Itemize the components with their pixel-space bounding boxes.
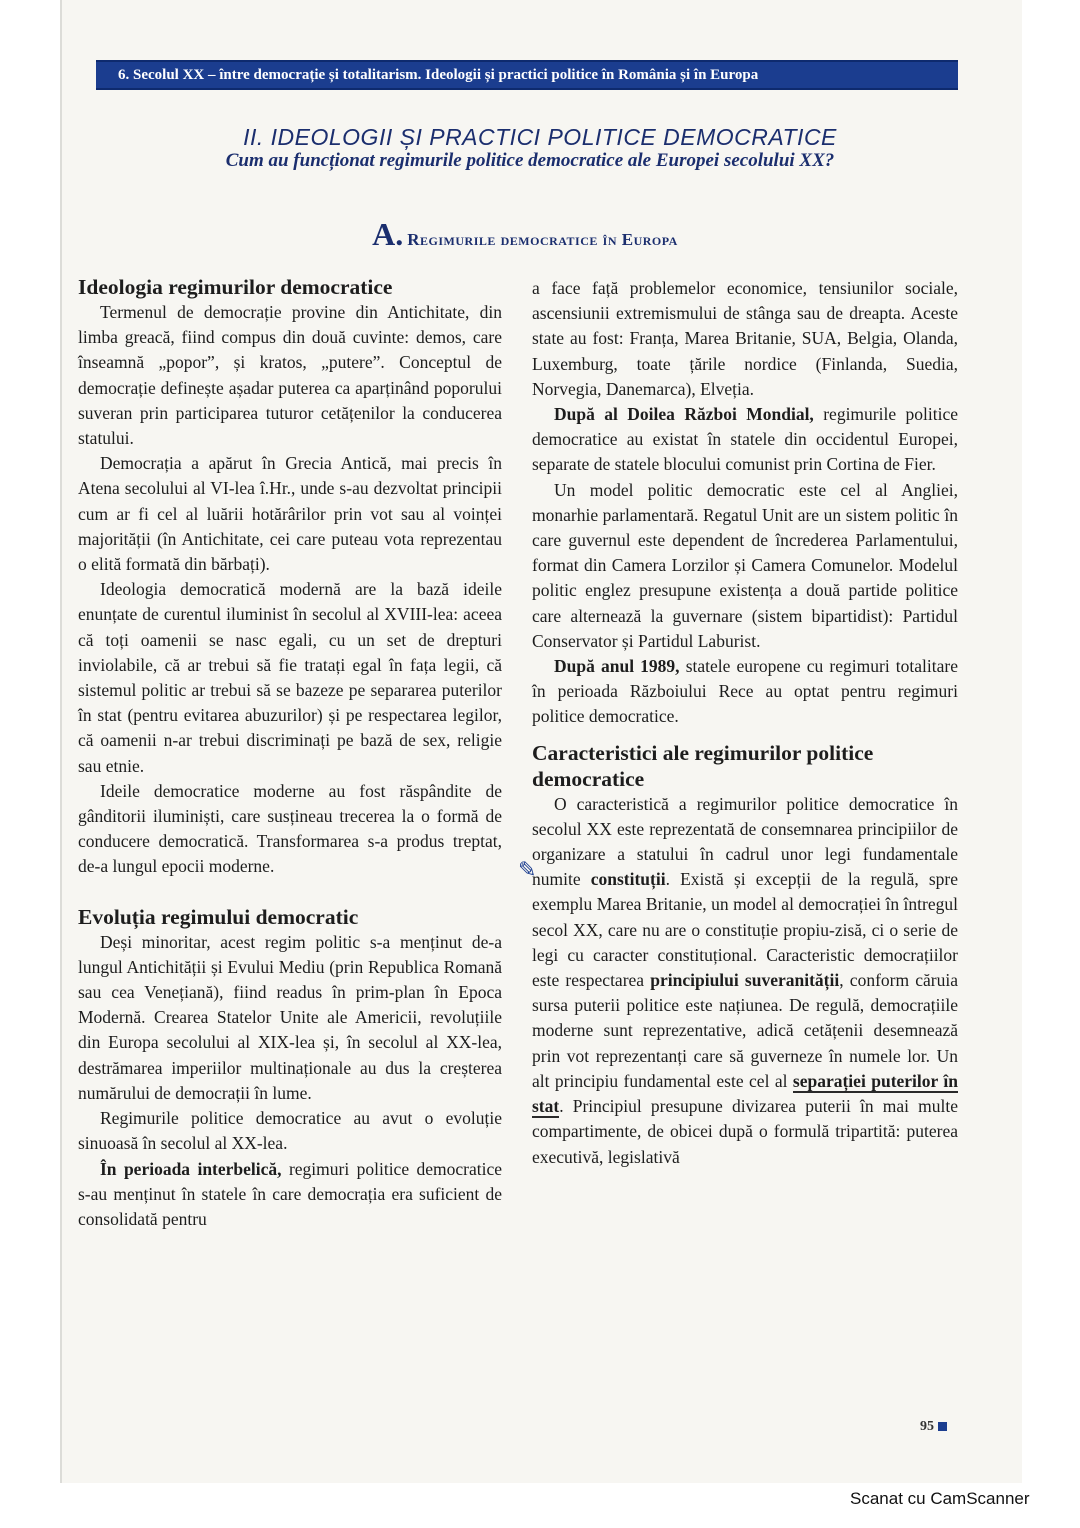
chapter-header-text: 6. Secolul XX – între democrație și totalitarism. Ideologii și practici politice în România și în Europa xyxy=(118,66,759,83)
heading-ideology: Ideologia regimurilor democratice xyxy=(78,275,393,299)
page-number xyxy=(920,1419,947,1435)
bold-phrase: După anul 1989, xyxy=(554,656,680,677)
paragraph: Regimurile politice democratice au avut o evoluție sinuoasă în secolul al XX-lea. xyxy=(78,1108,502,1154)
text-run: O caracteristică a regimurilor politice democratice în secolul XX este reprezentată de consemnarea principiilor de organizare a statului în cadrul unor legi fundamentale numite xyxy=(532,793,958,890)
paragraph: a face față problemelor economice, tensiunilor sociale, ascensiunii extremismului de stânga sau de dreapta. Aceste state au fost: Franța, Marea Britanie, SUA, Belgia, Olanda, Luxemburg, toate țările nordice (Finlanda, Suedia, Norvegia, Danemarca), Elveția. xyxy=(532,278,958,399)
paragraph: Deși minoritar, acest regim politic s-a menținut de-a lungul Antichității și Evului Mediu (prin Republica Romană sau cea Venețiană), fiind readus în prim-plan în Epoca Modernă. Crearea Statelor Unite ale Americii, revoluțiile din Europa secolului al XIX-lea și, în secolul al XX-lea, destrămarea imperiilor multinaționale au dus la creșterea numărului de democrații în lume. xyxy=(78,931,502,1103)
heading-evolution: Evoluția regimului democratic xyxy=(78,904,359,929)
page-number-text: 95 xyxy=(920,1419,934,1434)
paragraph xyxy=(532,792,958,1170)
spacer xyxy=(78,880,502,904)
bold-phrase: După al Doilea Război Mondial, xyxy=(554,404,814,425)
section-title: II. IDEOLOGII ȘI PRACTICI POLITICE DEMOCRATICE xyxy=(243,124,837,150)
paragraph: Un model politic democratic este cel al Angliei, monarhie parlamentară. Regatul Unit are un sistem politic în care guvernul este dependent de încrederea Parlamentului, format din Camera Lorzilor și Camera Comunelor. Modelul politic englez presupune existența a două partide politice care alternează la guvernare (sistem bipartidist): Partidul Conservator și Partidul Laburist. xyxy=(532,479,958,651)
paragraph xyxy=(532,402,958,478)
text-run: , conform căruia sursa puterii politice este națiunea. De regulă, democrațiile moderne sunt reprezentative, adică cetățenii desemnează prin vot reprezentanți care să guverneze în numele lor. Un alt principiu fundamental este cel al xyxy=(532,970,959,1091)
subsection-letter: A. xyxy=(372,216,404,252)
paragraph: Democrația a apărut în Grecia Antică, mai precis în Atena secolului al VI-lea î.Hr., unde s-au dezvoltat principii cum ar fi cel al luării hotărârilor prin vot sau al voinței majorității (în Antichitate, cei care puteau vota reprezentau o elită formată din bărbați). xyxy=(78,453,502,575)
bold-term-suveranitate: principiului suveranității xyxy=(650,970,840,991)
chapter-header-bar xyxy=(96,60,958,90)
paragraph xyxy=(532,654,958,730)
right-column xyxy=(532,276,958,1170)
subsection-heading xyxy=(0,216,1050,253)
bold-term-constitutii: constituții xyxy=(590,869,666,890)
text-run: regimuri politice democratice s-au menținut în statele în care democrația era suficient de consolidată pentru xyxy=(78,1158,502,1229)
section-subtitle: Cum au funcționat regimurile politice democratice ale Europei secolului XX? xyxy=(225,150,835,171)
paragraph: Termenul de democrație provine din Antichitate, din limba greacă, fiind compus din două cuvinte: demos, care înseamnă „popor”, și kratos, „putere”. Conceptul de democrație definește așadar puterea ca aparținând poporului suveran prin participarea tuturor cetățenilor la conducerea statului. xyxy=(78,302,502,449)
square-icon xyxy=(938,1422,947,1431)
subsection-name: Regimurile democratice în Europa xyxy=(407,230,678,249)
bold-phrase: În perioada interbelică, xyxy=(100,1158,282,1179)
bold-term-separatie: separației puterilor în stat xyxy=(532,1070,958,1117)
paragraph xyxy=(78,1157,502,1233)
left-column xyxy=(78,274,502,1232)
text-run: . Principiul presupune divizarea puterii în mai multe compartimente, de obicei după o formulă tripartită: puterea executivă, legislativă xyxy=(532,1096,958,1167)
heading-characteristics: Caracteristici ale regimurilor politice democratice xyxy=(532,740,874,791)
text-run: regimurile politice democratice au existat în statele din occidentul Europei, separate de statele blocului comunist prin Cortina de Fier. xyxy=(532,404,958,475)
paragraph: Ideologia democratică modernă are la bază ideile enunțate de curentul iluminist în secolul al XVIII-lea: aceea că toți oamenii se nasc egali, cu un set de drepturi inviolabile, că ar trebui să fie tratați egal în fața legii, că sistemul politic ar trebui să se bazeze pe separarea puterilor în stat (pentru evitarea abuzurilor) și pe respectarea legilor, că oamenii n-ar trebui discriminați pe bază de sex, religie sau etnie. xyxy=(78,579,502,776)
scanner-watermark: Scanat cu CamScanner xyxy=(850,1489,1030,1508)
text-run: . Există și excepții de la regulă, spre exemplu Marea Britanie, un model al democrației în întregul secol XX, care nu are o constituție propiu-zisă, ci o serie de legi cu caracter constituțional. Caracteristic democrațiilor este respectarea xyxy=(532,869,958,991)
spacer xyxy=(532,730,958,740)
paragraph: Ideile democratice moderne au fost răspândite de gânditorii iluminiști, care susțineau trecerea la o formă de conducere democratică. Transformarea s-a produs treptat, de-a lungul epocii moderne. xyxy=(78,780,502,877)
text-run: statele europene cu regimuri totalitare în perioada Războiului Rece au optat pentru regimuri politice democratice. xyxy=(532,656,958,727)
pen-mark-icon: ✎ xyxy=(518,858,537,883)
